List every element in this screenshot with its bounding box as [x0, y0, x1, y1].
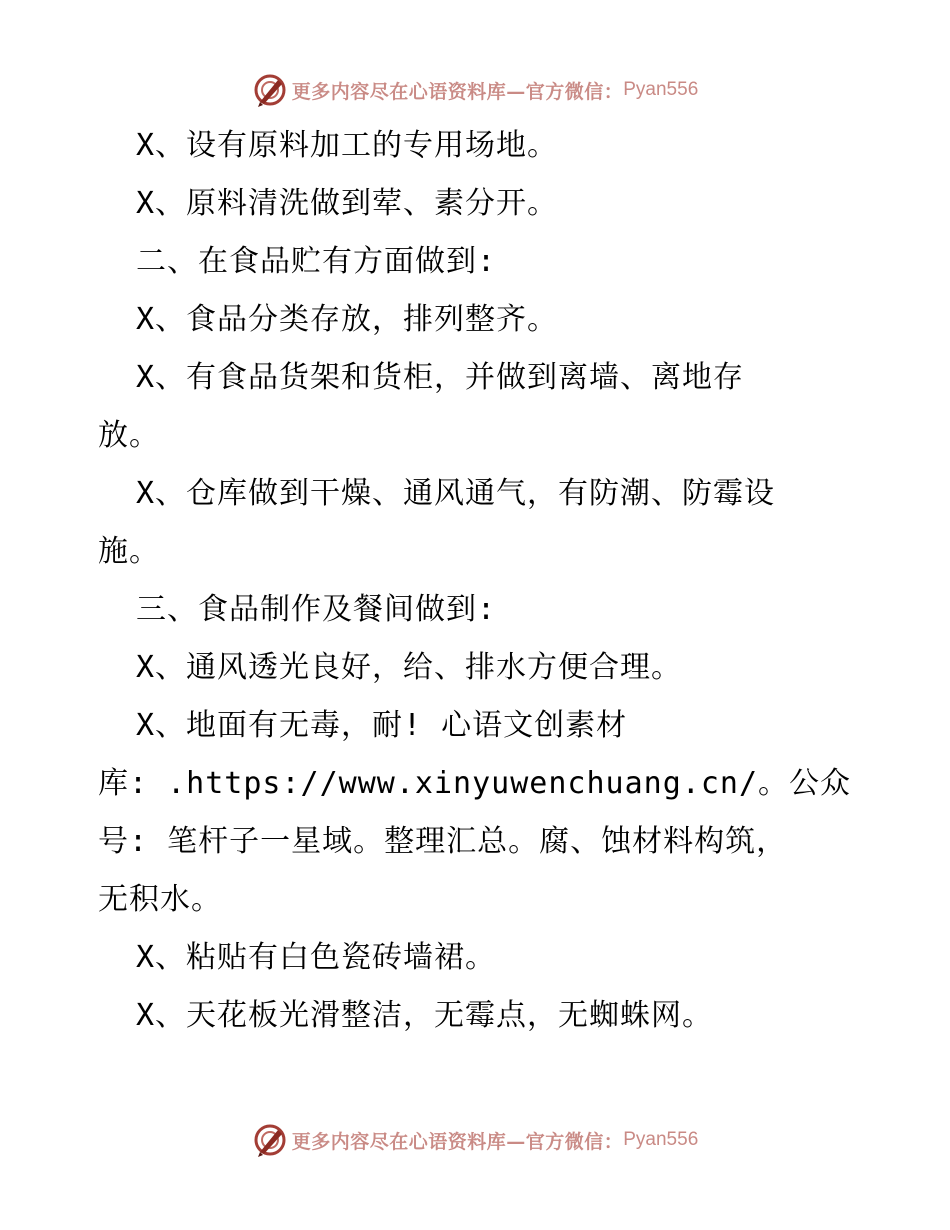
text-line: X、设有原料加工的专用场地。 [136, 128, 559, 163]
text-line: 号: 笔杆子一星域。整理汇总。腐、蚀材料构筑， [98, 824, 788, 859]
text-line: X、仓库做到干燥、通风通气，有防潮、防霉设 [136, 476, 776, 511]
text-line: X、地面有无毒，耐! 心语文创素材 [136, 708, 628, 743]
header-banner [0, 70, 950, 110]
wechat-id: Pyan556 [623, 1129, 699, 1150]
pen-logo-icon [252, 72, 288, 108]
text-line: 放。 [98, 418, 160, 453]
banner-text: 更多内容尽在心语资料库—官方微信： [291, 1130, 624, 1153]
wechat-id: Pyan556 [623, 79, 699, 100]
banner-text: 更多内容尽在心语资料库—官方微信： [291, 80, 624, 103]
text-line: X、食品分类存放，排列整齐。 [136, 302, 559, 337]
section-heading: 三、食品制作及餐间做到: [136, 592, 497, 627]
text-line: X、原料清洗做到荤、素分开。 [136, 186, 559, 221]
section-heading: 二、在食品贮有方面做到: [136, 244, 497, 279]
text-line: 施。 [98, 534, 160, 569]
text-line: X、天花板光滑整洁，无霉点，无蜘蛛网。 [136, 998, 714, 1033]
footer-banner [0, 1120, 950, 1160]
text-line: X、粘贴有白色瓷砖墙裙。 [136, 940, 497, 975]
text-line: 库: .https://www.xinyuwenchuang.cn/。公众 [98, 766, 852, 801]
text-line: X、通风透光良好，给、排水方便合理。 [136, 650, 683, 685]
text-line: X、有食品货架和货柜，并做到离墙、离地存 [136, 360, 745, 395]
pen-logo-icon [252, 1122, 288, 1158]
text-line: 无积水。 [98, 882, 222, 917]
document-body [98, 117, 858, 1045]
